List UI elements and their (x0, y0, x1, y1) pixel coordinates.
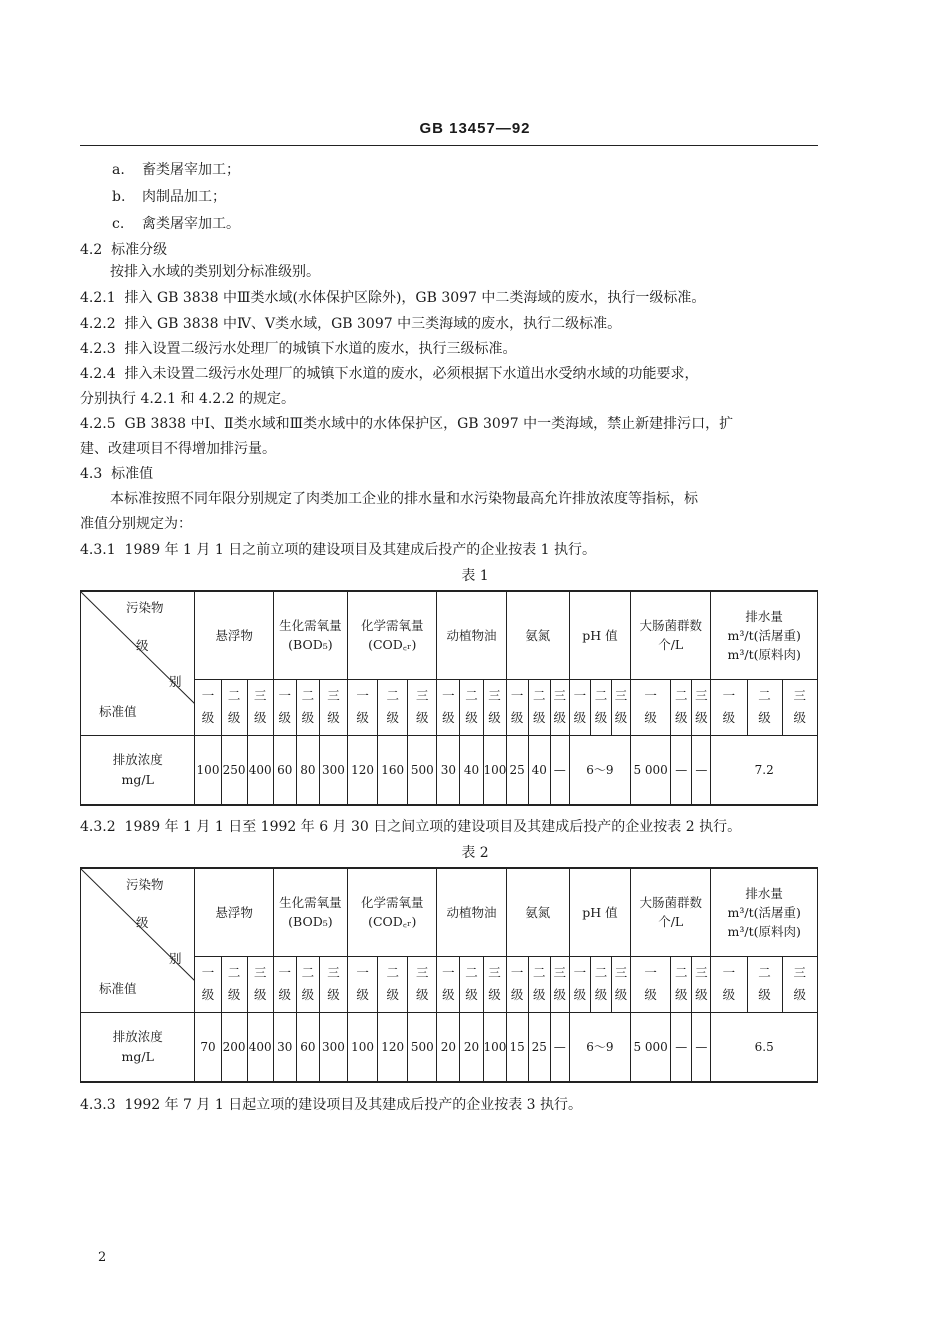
level-header-cell (437, 679, 460, 735)
level-header-cell (747, 679, 782, 735)
level-word: 级 (278, 710, 292, 725)
value-cell: 100 (483, 1012, 506, 1082)
list-item-a: a. 畜类屠宰加工； (112, 162, 240, 178)
level-header-cell (569, 956, 590, 1012)
corner-bie: 别 (169, 951, 182, 966)
level-word: 级 (227, 710, 241, 725)
level-number: 二 (386, 688, 399, 703)
level-word: 级 (644, 710, 657, 725)
level-header-cell (631, 679, 671, 735)
level-word: 级 (553, 987, 567, 1002)
value-cell: 20 (437, 1012, 460, 1082)
level-number: 三 (695, 965, 708, 980)
level-number: 二 (675, 965, 688, 980)
level-number: 二 (532, 965, 546, 980)
level-word: 级 (510, 987, 524, 1002)
section-4-2-heading: 4.2 标准分级 (80, 242, 168, 258)
value-cell: 120 (348, 735, 378, 805)
section-4-3-text: 本标准按照不同年限分别规定了肉类加工企业的排水量和水污染物最高允许排放浓度等指标，标 (110, 491, 698, 507)
col-ph: pH 值 (569, 591, 630, 679)
table-corner-cell (81, 868, 195, 1012)
level-word: 级 (201, 987, 215, 1002)
level-number: 三 (793, 688, 807, 703)
level-word: 级 (327, 710, 340, 725)
corner-level: 级 (136, 638, 149, 653)
level-number: 一 (644, 688, 657, 703)
level-number: 三 (253, 965, 267, 980)
level-word: 级 (253, 710, 267, 725)
level-number: 二 (758, 965, 771, 980)
level-number: 一 (356, 965, 369, 980)
level-number: 三 (253, 688, 267, 703)
header-rule (80, 145, 818, 146)
table-1-caption: 表 1 (461, 568, 489, 584)
dash-cell: — (550, 1012, 569, 1082)
level-header-cell (319, 956, 347, 1012)
level-word: 级 (614, 710, 628, 725)
corner-pollutant: 污染物 (126, 877, 164, 892)
col-coliform: 大肠菌群数 个/L (631, 868, 711, 956)
level-word: 级 (553, 710, 567, 725)
value-cell: 400 (247, 735, 273, 805)
value-cell: 40 (528, 735, 550, 805)
level-word: 级 (644, 987, 657, 1002)
level-header-cell (296, 956, 319, 1012)
value-cell: 400 (247, 1012, 273, 1082)
level-number: 二 (301, 688, 315, 703)
level-word: 级 (793, 710, 807, 725)
table-2-caption: 表 2 (461, 845, 489, 861)
level-header-cell (296, 679, 319, 735)
value-cell: 25 (506, 735, 528, 805)
level-number: 二 (227, 688, 241, 703)
col-cod: 化学需氧量 (COD꜀ᵣ) (348, 868, 437, 956)
level-word: 级 (722, 987, 736, 1002)
coliform-value: 5 000 (631, 735, 671, 805)
section-4-2-2: 4.2.2 排入 GB 3838 中Ⅳ、Ⅴ类水域，GB 3097 中三类海域的废水，执行二级标准。 (80, 316, 622, 332)
level-header-cell (273, 956, 296, 1012)
col-oil: 动植物油 (437, 591, 506, 679)
level-header-cell (590, 956, 611, 1012)
level-number: 三 (488, 688, 501, 703)
col-ammonia: 氨氮 (506, 868, 569, 956)
level-word: 级 (465, 710, 478, 725)
list-item-b: b. 肉制品加工； (112, 189, 226, 205)
level-word: 级 (758, 987, 771, 1002)
col-water: 排水量 m³/t(活屠重) m³/t(原料肉) (711, 868, 818, 956)
level-header-cell (247, 956, 273, 1012)
level-header-cell (348, 679, 378, 735)
row-label: 排放浓度 mg/L (81, 1012, 195, 1082)
section-4-2-5-cont: 建、改建项目不得增加排污量。 (80, 441, 276, 457)
value-cell: 60 (273, 735, 296, 805)
level-word: 级 (386, 710, 399, 725)
level-word: 级 (488, 710, 501, 725)
level-number: 一 (573, 688, 587, 703)
value-cell: 20 (460, 1012, 483, 1082)
level-header-cell (437, 956, 460, 1012)
section-4-2-5: 4.2.5 GB 3838 中Ⅰ、Ⅱ类水域和Ⅲ类水域中的水体保护区，GB 3097 中一类海域，禁止新建排污口，扩 (80, 416, 734, 432)
table-2 (80, 867, 818, 1083)
value-cell: 100 (348, 1012, 378, 1082)
level-word: 级 (695, 987, 708, 1002)
level-number: 三 (695, 688, 708, 703)
corner-bie: 别 (169, 674, 182, 689)
level-number: 二 (227, 965, 241, 980)
level-header-cell (550, 956, 569, 1012)
coliform-value: 5 000 (631, 1012, 671, 1082)
level-header-cell (348, 956, 378, 1012)
level-word: 级 (301, 987, 315, 1002)
level-header-cell (569, 679, 590, 735)
level-number: 三 (416, 965, 429, 980)
level-word: 级 (532, 710, 546, 725)
level-header-cell (692, 679, 711, 735)
corner-pollutant: 污染物 (126, 600, 164, 615)
level-number: 三 (614, 965, 628, 980)
level-header-cell (460, 679, 483, 735)
level-word: 级 (278, 987, 292, 1002)
level-word: 级 (442, 710, 455, 725)
level-header-cell (273, 679, 296, 735)
level-number: 二 (386, 965, 399, 980)
table-2-data-row (81, 1012, 818, 1082)
level-number: 一 (442, 965, 455, 980)
level-header-cell (506, 956, 528, 1012)
value-cell: 160 (378, 735, 408, 805)
level-word: 级 (465, 987, 478, 1002)
level-number: 二 (594, 688, 608, 703)
level-word: 级 (573, 987, 587, 1002)
value-cell: 40 (460, 735, 483, 805)
col-water: 排水量 m³/t(活屠重) m³/t(原料肉) (711, 591, 818, 679)
dash-cell: — (692, 1012, 711, 1082)
value-cell: 500 (408, 735, 437, 805)
level-word: 级 (227, 987, 241, 1002)
section-4-2-4-cont: 分别执行 4.2.1 和 4.2.2 的规定。 (80, 391, 296, 407)
value-cell: 30 (437, 735, 460, 805)
level-header-cell (782, 679, 817, 735)
table-1 (80, 590, 818, 806)
water-value: 6.5 (711, 1012, 818, 1082)
value-cell: 300 (319, 735, 347, 805)
value-cell: 25 (528, 1012, 550, 1082)
level-number: 一 (356, 688, 369, 703)
value-cell: 500 (408, 1012, 437, 1082)
level-header-cell (671, 679, 692, 735)
ph-value: 6～9 (569, 1012, 630, 1082)
col-cod: 化学需氧量 (COD꜀ᵣ) (348, 591, 437, 679)
level-number: 一 (510, 688, 524, 703)
level-word: 级 (356, 987, 369, 1002)
level-header-cell (590, 679, 611, 735)
level-header-cell (671, 956, 692, 1012)
level-header-cell (711, 679, 747, 735)
level-header-cell (483, 679, 506, 735)
level-header-cell (550, 679, 569, 735)
level-word: 级 (416, 987, 429, 1002)
level-word: 级 (327, 987, 340, 1002)
level-header-cell (782, 956, 817, 1012)
value-cell: 120 (378, 1012, 408, 1082)
level-number: 一 (278, 688, 292, 703)
level-number: 二 (594, 965, 608, 980)
level-word: 级 (675, 987, 688, 1002)
level-number: 二 (675, 688, 688, 703)
level-word: 级 (722, 710, 736, 725)
col-ss: 悬浮物 (195, 868, 273, 956)
level-number: 一 (722, 688, 736, 703)
section-4-2-1: 4.2.1 排入 GB 3838 中Ⅲ类水域(水体保护区除外)，GB 3097 中二类海域的废水，执行一级标准。 (80, 290, 706, 306)
level-word: 级 (510, 710, 524, 725)
level-word: 级 (594, 710, 608, 725)
level-number: 三 (793, 965, 807, 980)
ph-value: 6～9 (569, 735, 630, 805)
dash-cell: — (692, 735, 711, 805)
value-cell: 100 (195, 735, 221, 805)
level-number: 一 (201, 688, 215, 703)
level-header-cell (692, 956, 711, 1012)
level-header-cell (408, 956, 437, 1012)
level-number: 二 (532, 688, 546, 703)
section-4-2-4: 4.2.4 排入未设置二级污水处理厂的城镇下水道的废水，必须根据下水道出水受纳水域的功能要求， (80, 366, 699, 382)
level-number: 三 (327, 688, 340, 703)
level-word: 级 (253, 987, 267, 1002)
level-header-cell (711, 956, 747, 1012)
level-word: 级 (416, 710, 429, 725)
col-ammonia: 氨氮 (506, 591, 569, 679)
section-4-3-heading: 4.3 标准值 (80, 466, 154, 482)
value-cell: 60 (296, 1012, 319, 1082)
level-number: 三 (327, 965, 340, 980)
level-header-cell (611, 956, 630, 1012)
corner-standard: 标准值 (99, 704, 137, 719)
level-word: 级 (532, 987, 546, 1002)
level-header-cell (221, 956, 247, 1012)
level-word: 级 (594, 987, 608, 1002)
level-number: 一 (722, 965, 736, 980)
value-cell: 70 (195, 1012, 221, 1082)
col-bod: 生化需氧量 (BOD₅) (273, 868, 347, 956)
corner-level: 级 (136, 915, 149, 930)
level-number: 一 (510, 965, 524, 980)
level-header-cell (195, 679, 221, 735)
level-word: 级 (695, 710, 708, 725)
level-header-cell (506, 679, 528, 735)
value-cell: 80 (296, 735, 319, 805)
level-number: 一 (201, 965, 215, 980)
document-header: GB 13457—92 (419, 120, 531, 137)
level-number: 二 (758, 688, 771, 703)
level-number: 一 (573, 965, 587, 980)
level-number: 三 (416, 688, 429, 703)
value-cell: 100 (483, 735, 506, 805)
value-cell: 30 (273, 1012, 296, 1082)
col-oil: 动植物油 (437, 868, 506, 956)
row-label: 排放浓度 mg/L (81, 735, 195, 805)
level-word: 级 (488, 987, 501, 1002)
section-4-2-intro: 按排入水域的类别划分标准级别。 (110, 264, 320, 280)
level-header-cell (747, 956, 782, 1012)
level-header-cell (319, 679, 347, 735)
level-word: 级 (573, 710, 587, 725)
section-4-3-1: 4.3.1 1989 年 1 月 1 日之前立项的建设项目及其建成后投产的企业按表 1 执行。 (80, 542, 597, 558)
level-number: 三 (488, 965, 501, 980)
level-header-cell (195, 956, 221, 1012)
table-corner-cell (81, 591, 195, 735)
col-ss: 悬浮物 (195, 591, 273, 679)
level-header-cell (378, 679, 408, 735)
list-item-c: c. 禽类屠宰加工。 (112, 216, 240, 232)
level-word: 级 (614, 987, 628, 1002)
section-4-3-text-cont: 准值分别规定为： (80, 516, 192, 532)
level-header-cell (528, 679, 550, 735)
level-header-cell (221, 679, 247, 735)
level-number: 二 (301, 965, 315, 980)
level-number: 一 (278, 965, 292, 980)
level-word: 级 (301, 710, 315, 725)
section-4-3-3: 4.3.3 1992 年 7 月 1 日起立项的建设项目及其建成后投产的企业按表 3 执行。 (80, 1097, 583, 1113)
level-number: 一 (644, 965, 657, 980)
value-cell: 300 (319, 1012, 347, 1082)
level-word: 级 (386, 987, 399, 1002)
level-header-cell (611, 679, 630, 735)
level-number: 二 (465, 688, 478, 703)
level-header-cell (528, 956, 550, 1012)
dash-cell: — (671, 1012, 692, 1082)
table-1-data-row (81, 735, 818, 805)
page-number: 2 (98, 1250, 107, 1265)
level-word: 级 (356, 710, 369, 725)
value-cell: 200 (221, 1012, 247, 1082)
level-header-cell (378, 956, 408, 1012)
level-header-cell (631, 956, 671, 1012)
col-ph: pH 值 (569, 868, 630, 956)
dash-cell: — (550, 735, 569, 805)
level-header-cell (483, 956, 506, 1012)
section-4-2-3: 4.2.3 排入设置二级污水处理厂的城镇下水道的废水，执行三级标准。 (80, 341, 517, 357)
col-bod: 生化需氧量 (BOD₅) (273, 591, 347, 679)
level-number: 二 (465, 965, 478, 980)
level-header-cell (460, 956, 483, 1012)
col-coliform: 大肠菌群数 个/L (631, 591, 711, 679)
level-number: 一 (442, 688, 455, 703)
section-4-3-2: 4.3.2 1989 年 1 月 1 日至 1992 年 6 月 30 日之间立项的建设项目及其建成后投产的企业按表 2 执行。 (80, 819, 742, 835)
water-value: 7.2 (711, 735, 818, 805)
level-number: 三 (553, 688, 567, 703)
value-cell: 250 (221, 735, 247, 805)
level-number: 三 (553, 965, 567, 980)
level-word: 级 (201, 710, 215, 725)
level-number: 三 (614, 688, 628, 703)
dash-cell: — (671, 735, 692, 805)
level-word: 级 (758, 710, 771, 725)
level-header-cell (247, 679, 273, 735)
corner-standard: 标准值 (99, 981, 137, 996)
level-word: 级 (793, 987, 807, 1002)
level-header-cell (408, 679, 437, 735)
level-word: 级 (442, 987, 455, 1002)
value-cell: 15 (506, 1012, 528, 1082)
level-word: 级 (675, 710, 688, 725)
